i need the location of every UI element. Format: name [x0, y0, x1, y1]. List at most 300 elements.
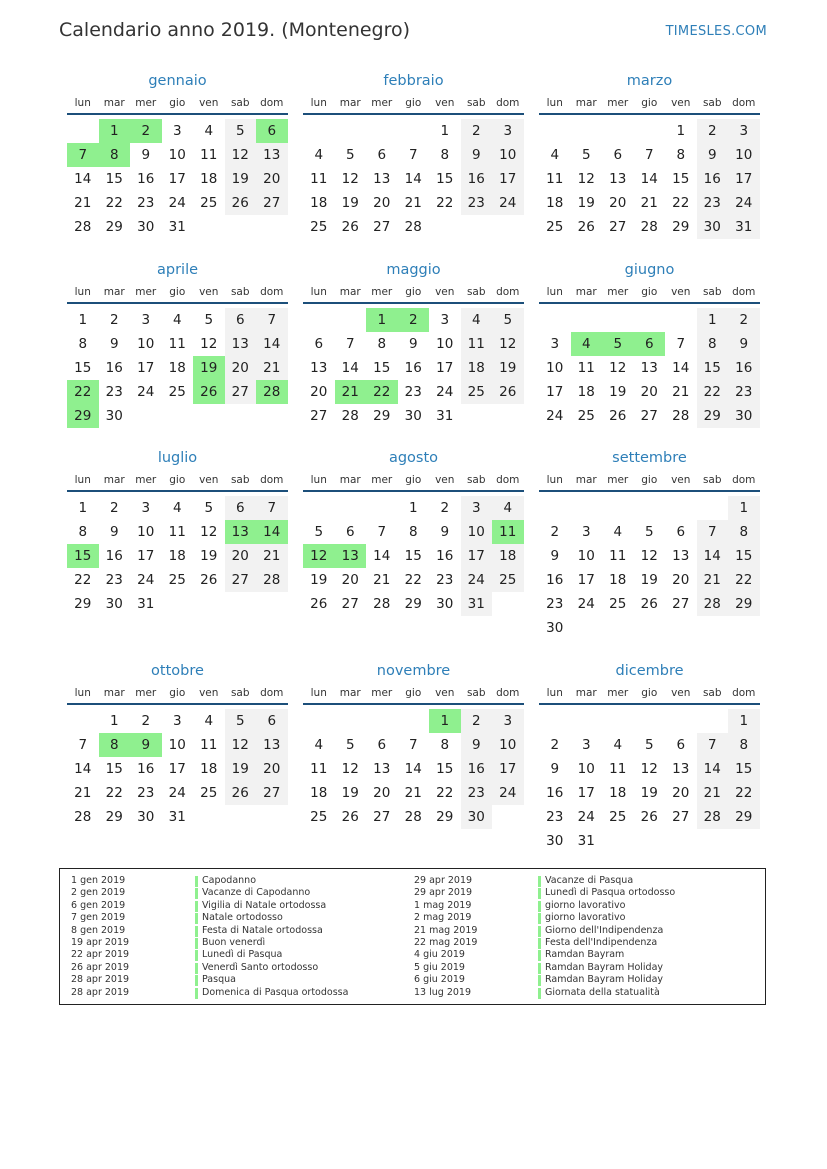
day-cell: 21 [373, 572, 391, 588]
day-cell: 15 [67, 544, 99, 568]
day-cell: 16 [137, 761, 155, 777]
day-cell: 18 [609, 572, 627, 588]
day-cell: 25 [492, 568, 524, 592]
holiday-date: 4 giu 2019 [414, 949, 465, 961]
day-cell: 12 [640, 761, 658, 777]
day-cell: 1 [78, 312, 88, 328]
weekday-header: ven [199, 97, 219, 109]
day-cell: 8 [697, 332, 729, 356]
day-cell: 20 [373, 785, 391, 801]
weekday-header: gio [641, 687, 658, 699]
month-name: settembre [612, 450, 687, 466]
weekday-header: mer [371, 687, 393, 699]
day-cell: 6 [225, 496, 257, 520]
header-rule [539, 113, 760, 115]
holiday-marker [195, 938, 198, 949]
month-name: agosto [388, 450, 439, 466]
day-cell: 23 [105, 384, 123, 400]
day-cell: 22 [67, 380, 99, 404]
day-cell: 16 [461, 167, 493, 191]
weekday-header: sab [230, 474, 250, 486]
day-cell: 16 [546, 785, 564, 801]
day-cell: 22 [697, 380, 729, 404]
day-cell: 27 [609, 219, 627, 235]
weekday-header: lun [310, 286, 327, 298]
day-cell: 2 [141, 713, 151, 729]
day-cell: 21 [672, 384, 690, 400]
weekday-header: mar [339, 97, 361, 109]
day-cell: 18 [168, 360, 186, 376]
day-cell: 22 [105, 785, 123, 801]
day-cell: 29 [373, 408, 391, 424]
day-cell: 3 [141, 312, 151, 328]
day-cell: 24 [168, 195, 186, 211]
header-rule [303, 302, 524, 304]
weekday-header: ven [671, 286, 691, 298]
day-cell: 28 [74, 809, 92, 825]
day-cell: 29 [105, 219, 123, 235]
holiday-name: Festa di Natale ortodossa [202, 924, 323, 936]
weekday-header: mar [103, 286, 125, 298]
day-cell: 15 [404, 548, 422, 564]
day-cell: 7 [78, 737, 88, 753]
holiday-name: Giorno dell'Indipendenza [545, 924, 664, 936]
page-title: Calendario anno 2019. (Montenegro) [59, 19, 411, 41]
day-cell: 4 [571, 332, 603, 356]
holiday-name: Ramdan Bayram Holiday [545, 974, 664, 986]
day-cell: 1 [676, 123, 686, 139]
day-cell: 26 [200, 572, 218, 588]
holiday-date: 2 mag 2019 [414, 912, 472, 924]
weekday-header: gio [405, 97, 422, 109]
holiday-date: 22 apr 2019 [71, 949, 130, 961]
month-name: ottobre [151, 663, 204, 679]
day-cell: 6 [613, 147, 623, 163]
day-cell: 3 [581, 737, 591, 753]
day-cell: 12 [341, 171, 359, 187]
holiday-marker [195, 913, 198, 924]
holiday-date: 6 giu 2019 [414, 974, 465, 986]
holiday-date: 7 gen 2019 [71, 912, 126, 924]
day-cell: 8 [377, 336, 387, 352]
day-cell: 25 [168, 572, 186, 588]
weekday-header: lun [74, 286, 91, 298]
weekday-header: sab [230, 286, 250, 298]
day-cell: 26 [577, 219, 595, 235]
day-cell: 19 [640, 572, 658, 588]
day-cell: 24 [436, 384, 454, 400]
day-cell: 30 [728, 404, 760, 428]
day-cell: 21 [404, 195, 422, 211]
holiday-name: giorno lavorativo [545, 899, 626, 911]
weekday-header: gio [641, 97, 658, 109]
day-cell: 9 [461, 733, 493, 757]
day-cell: 24 [577, 809, 595, 825]
weekday-header: gio [405, 474, 422, 486]
day-cell: 15 [105, 761, 123, 777]
day-cell: 23 [546, 596, 564, 612]
day-cell: 21 [404, 785, 422, 801]
day-cell: 24 [728, 191, 760, 215]
weekday-header: dom [496, 97, 520, 109]
weekday-header: dom [496, 474, 520, 486]
day-cell: 1 [429, 709, 461, 733]
day-cell: 30 [697, 215, 729, 239]
day-cell: 23 [697, 191, 729, 215]
day-cell: 4 [550, 147, 560, 163]
day-cell: 22 [105, 195, 123, 211]
day-cell: 27 [256, 781, 288, 805]
day-cell: 2 [109, 500, 119, 516]
day-cell: 12 [640, 548, 658, 564]
holiday-marker [538, 975, 541, 986]
day-cell: 17 [168, 761, 186, 777]
weekday-header: lun [310, 687, 327, 699]
header-rule [539, 302, 760, 304]
day-cell: 1 [99, 119, 131, 143]
weekday-header: lun [74, 474, 91, 486]
day-cell: 9 [109, 524, 119, 540]
holiday-marker [195, 876, 198, 887]
day-cell: 1 [109, 713, 119, 729]
weekday-header: dom [496, 286, 520, 298]
holiday-date: 28 apr 2019 [71, 986, 130, 998]
day-cell: 15 [373, 360, 391, 376]
weekday-header: mar [339, 474, 361, 486]
day-cell: 24 [461, 568, 493, 592]
day-cell: 27 [256, 191, 288, 215]
day-cell: 4 [492, 496, 524, 520]
day-cell: 25 [200, 195, 218, 211]
day-cell: 18 [492, 544, 524, 568]
day-cell: 8 [728, 733, 760, 757]
day-cell: 16 [105, 360, 123, 376]
header-rule [303, 703, 524, 705]
holiday-name: Capodanno [202, 875, 257, 886]
weekday-header: lun [310, 474, 327, 486]
day-cell: 8 [99, 733, 131, 757]
day-cell: 30 [461, 805, 493, 829]
day-cell: 30 [105, 596, 123, 612]
day-cell: 4 [172, 500, 182, 516]
holiday-marker [538, 913, 541, 924]
day-cell: 7 [644, 147, 654, 163]
weekday-header: sab [702, 474, 722, 486]
day-cell: 20 [640, 384, 658, 400]
weekday-header: gio [169, 687, 186, 699]
day-cell: 19 [225, 167, 257, 191]
day-cell: 23 [461, 781, 493, 805]
weekday-header: lun [310, 97, 327, 109]
day-cell: 31 [168, 809, 186, 825]
day-cell: 28 [404, 809, 422, 825]
day-cell: 27 [640, 408, 658, 424]
day-cell: 20 [225, 356, 257, 380]
day-cell: 13 [225, 332, 257, 356]
day-cell: 7 [256, 308, 288, 332]
day-cell: 20 [256, 167, 288, 191]
day-cell: 7 [697, 733, 729, 757]
day-cell: 19 [492, 356, 524, 380]
day-cell: 11 [546, 171, 564, 187]
weekday-header: lun [546, 97, 563, 109]
weekday-header: ven [671, 687, 691, 699]
day-cell: 21 [256, 356, 288, 380]
day-cell: 15 [436, 171, 454, 187]
holiday-marker [195, 901, 198, 912]
weekday-header: dom [260, 687, 284, 699]
day-cell: 11 [461, 332, 493, 356]
weekday-header: sab [466, 97, 486, 109]
holiday-marker [195, 888, 198, 899]
day-cell: 10 [137, 524, 155, 540]
holiday-name: Buon venerdì [202, 936, 266, 948]
day-cell: 17 [546, 384, 564, 400]
day-cell: 16 [404, 360, 422, 376]
day-cell: 17 [492, 757, 524, 781]
day-cell: 19 [341, 785, 359, 801]
day-cell: 11 [609, 761, 627, 777]
day-cell: 4 [204, 123, 214, 139]
day-cell: 7 [408, 737, 418, 753]
header-rule [303, 113, 524, 115]
weekday-header: gio [169, 286, 186, 298]
day-cell: 30 [546, 620, 564, 636]
day-cell: 28 [697, 592, 729, 616]
day-cell: 13 [609, 171, 627, 187]
weekday-header: dom [496, 687, 520, 699]
weekday-header: lun [74, 97, 91, 109]
day-cell: 13 [672, 761, 690, 777]
weekday-header: mer [607, 286, 629, 298]
holiday-name: giorno lavorativo [545, 912, 626, 924]
holiday-date: 13 lug 2019 [414, 986, 471, 998]
day-cell: 11 [168, 336, 186, 352]
weekday-header: mar [339, 286, 361, 298]
day-cell: 10 [168, 737, 186, 753]
day-cell: 5 [204, 500, 214, 516]
weekday-header: gio [169, 474, 186, 486]
day-cell: 9 [461, 143, 493, 167]
month-name: novembre [376, 663, 451, 679]
day-cell: 11 [200, 147, 218, 163]
day-cell: 18 [168, 548, 186, 564]
day-cell: 5 [602, 332, 634, 356]
day-cell: 12 [341, 761, 359, 777]
weekday-header: gio [169, 97, 186, 109]
holiday-marker [538, 876, 541, 887]
day-cell: 22 [728, 568, 760, 592]
day-cell: 14 [256, 332, 288, 356]
day-cell: 8 [78, 336, 88, 352]
day-cell: 14 [341, 360, 359, 376]
day-cell: 5 [644, 737, 654, 753]
weekday-header: gio [641, 286, 658, 298]
day-cell: 6 [377, 737, 387, 753]
weekday-header: dom [260, 474, 284, 486]
holiday-name: Giornata della statualità [545, 986, 660, 998]
weekday-header: mer [371, 97, 393, 109]
holiday-marker [538, 926, 541, 937]
day-cell: 23 [436, 572, 454, 588]
day-cell: 29 [728, 592, 760, 616]
day-cell: 25 [461, 380, 493, 404]
day-cell: 11 [200, 737, 218, 753]
month-name: gennaio [148, 73, 207, 89]
day-cell: 1 [440, 123, 450, 139]
weekday-header: lun [546, 286, 563, 298]
day-cell: 9 [109, 336, 119, 352]
day-cell: 27 [341, 596, 359, 612]
day-cell: 8 [78, 524, 88, 540]
day-cell: 28 [697, 805, 729, 829]
day-cell: 25 [577, 408, 595, 424]
day-cell: 12 [200, 524, 218, 540]
day-cell: 15 [697, 356, 729, 380]
day-cell: 10 [436, 336, 454, 352]
day-cell: 10 [461, 520, 493, 544]
weekday-header: mar [575, 474, 597, 486]
day-cell: 22 [728, 781, 760, 805]
day-cell: 10 [546, 360, 564, 376]
weekday-header: ven [435, 687, 455, 699]
day-cell: 12 [492, 332, 524, 356]
holiday-marker [195, 975, 198, 986]
weekday-header: ven [671, 97, 691, 109]
holiday-date: 1 gen 2019 [71, 875, 126, 886]
day-cell: 5 [225, 709, 257, 733]
day-cell: 17 [137, 360, 155, 376]
day-cell: 19 [225, 757, 257, 781]
day-cell: 6 [634, 332, 666, 356]
day-cell: 28 [373, 596, 391, 612]
day-cell: 3 [461, 496, 493, 520]
day-cell: 11 [168, 524, 186, 540]
day-cell: 19 [577, 195, 595, 211]
day-cell: 1 [728, 709, 760, 733]
day-cell: 22 [436, 785, 454, 801]
day-cell: 30 [436, 596, 454, 612]
day-cell: 2 [109, 312, 119, 328]
holiday-date: 28 apr 2019 [71, 974, 130, 986]
day-cell: 6 [225, 308, 257, 332]
weekday-header: ven [199, 286, 219, 298]
day-cell: 4 [613, 737, 623, 753]
day-cell: 3 [581, 524, 591, 540]
day-cell: 31 [137, 596, 155, 612]
day-cell: 26 [310, 596, 328, 612]
day-cell: 31 [461, 592, 493, 616]
day-cell: 3 [728, 119, 760, 143]
day-cell: 13 [256, 143, 288, 167]
day-cell: 28 [640, 219, 658, 235]
day-cell: 5 [492, 308, 524, 332]
day-cell: 7 [697, 520, 729, 544]
day-cell: 31 [168, 219, 186, 235]
holiday-date: 8 gen 2019 [71, 924, 126, 936]
day-cell: 18 [310, 195, 328, 211]
weekday-header: ven [671, 474, 691, 486]
header-rule [539, 490, 760, 492]
day-cell: 2 [550, 737, 560, 753]
weekday-header: sab [466, 687, 486, 699]
holiday-name: Ramdan Bayram [545, 949, 625, 961]
day-cell: 15 [74, 360, 92, 376]
day-cell: 6 [377, 147, 387, 163]
day-cell: 7 [676, 336, 686, 352]
day-cell: 12 [225, 143, 257, 167]
holiday-name: Vacanze di Pasqua [545, 875, 634, 886]
holiday-marker [538, 963, 541, 974]
day-cell: 23 [546, 809, 564, 825]
day-cell: 14 [256, 520, 288, 544]
holiday-marker [195, 926, 198, 937]
day-cell: 6 [256, 709, 288, 733]
day-cell: 26 [492, 380, 524, 404]
day-cell: 17 [577, 572, 595, 588]
day-cell: 2 [728, 308, 760, 332]
day-cell: 21 [74, 195, 92, 211]
day-cell: 24 [137, 572, 155, 588]
day-cell: 12 [200, 336, 218, 352]
day-cell: 22 [672, 195, 690, 211]
day-cell: 9 [550, 548, 560, 564]
day-cell: 25 [310, 809, 328, 825]
day-cell: 18 [577, 384, 595, 400]
day-cell: 9 [130, 733, 162, 757]
day-cell: 28 [74, 219, 92, 235]
day-cell: 18 [546, 195, 564, 211]
day-cell: 5 [644, 524, 654, 540]
day-cell: 7 [377, 524, 387, 540]
day-cell: 4 [613, 524, 623, 540]
day-cell: 5 [314, 524, 324, 540]
day-cell: 19 [640, 785, 658, 801]
day-cell: 6 [314, 336, 324, 352]
day-cell: 14 [373, 548, 391, 564]
day-cell: 19 [341, 195, 359, 211]
day-cell: 26 [193, 380, 225, 404]
weekday-header: sab [466, 474, 486, 486]
holiday-name: Pasqua [202, 974, 236, 986]
holiday-marker [538, 938, 541, 949]
site-link[interactable]: TIMESLES.COM [665, 24, 767, 39]
weekday-header: ven [435, 286, 455, 298]
day-cell: 2 [550, 524, 560, 540]
day-cell: 27 [373, 219, 391, 235]
day-cell: 25 [609, 596, 627, 612]
day-cell: 27 [373, 809, 391, 825]
day-cell: 26 [640, 596, 658, 612]
header-rule [67, 703, 288, 705]
holiday-name: Festa dell'Indipendenza [545, 936, 658, 948]
weekday-header: ven [199, 687, 219, 699]
day-cell: 5 [204, 312, 214, 328]
holiday-date: 21 mag 2019 [414, 924, 478, 936]
day-cell: 17 [461, 544, 493, 568]
day-cell: 14 [697, 544, 729, 568]
day-cell: 26 [341, 219, 359, 235]
weekday-header: sab [702, 97, 722, 109]
day-cell: 27 [225, 380, 257, 404]
day-cell: 21 [640, 195, 658, 211]
day-cell: 15 [105, 171, 123, 187]
weekday-header: gio [405, 687, 422, 699]
weekday-header: mer [371, 474, 393, 486]
holiday-date: 29 apr 2019 [414, 875, 473, 886]
day-cell: 24 [546, 408, 564, 424]
holiday-date: 29 apr 2019 [414, 887, 473, 899]
